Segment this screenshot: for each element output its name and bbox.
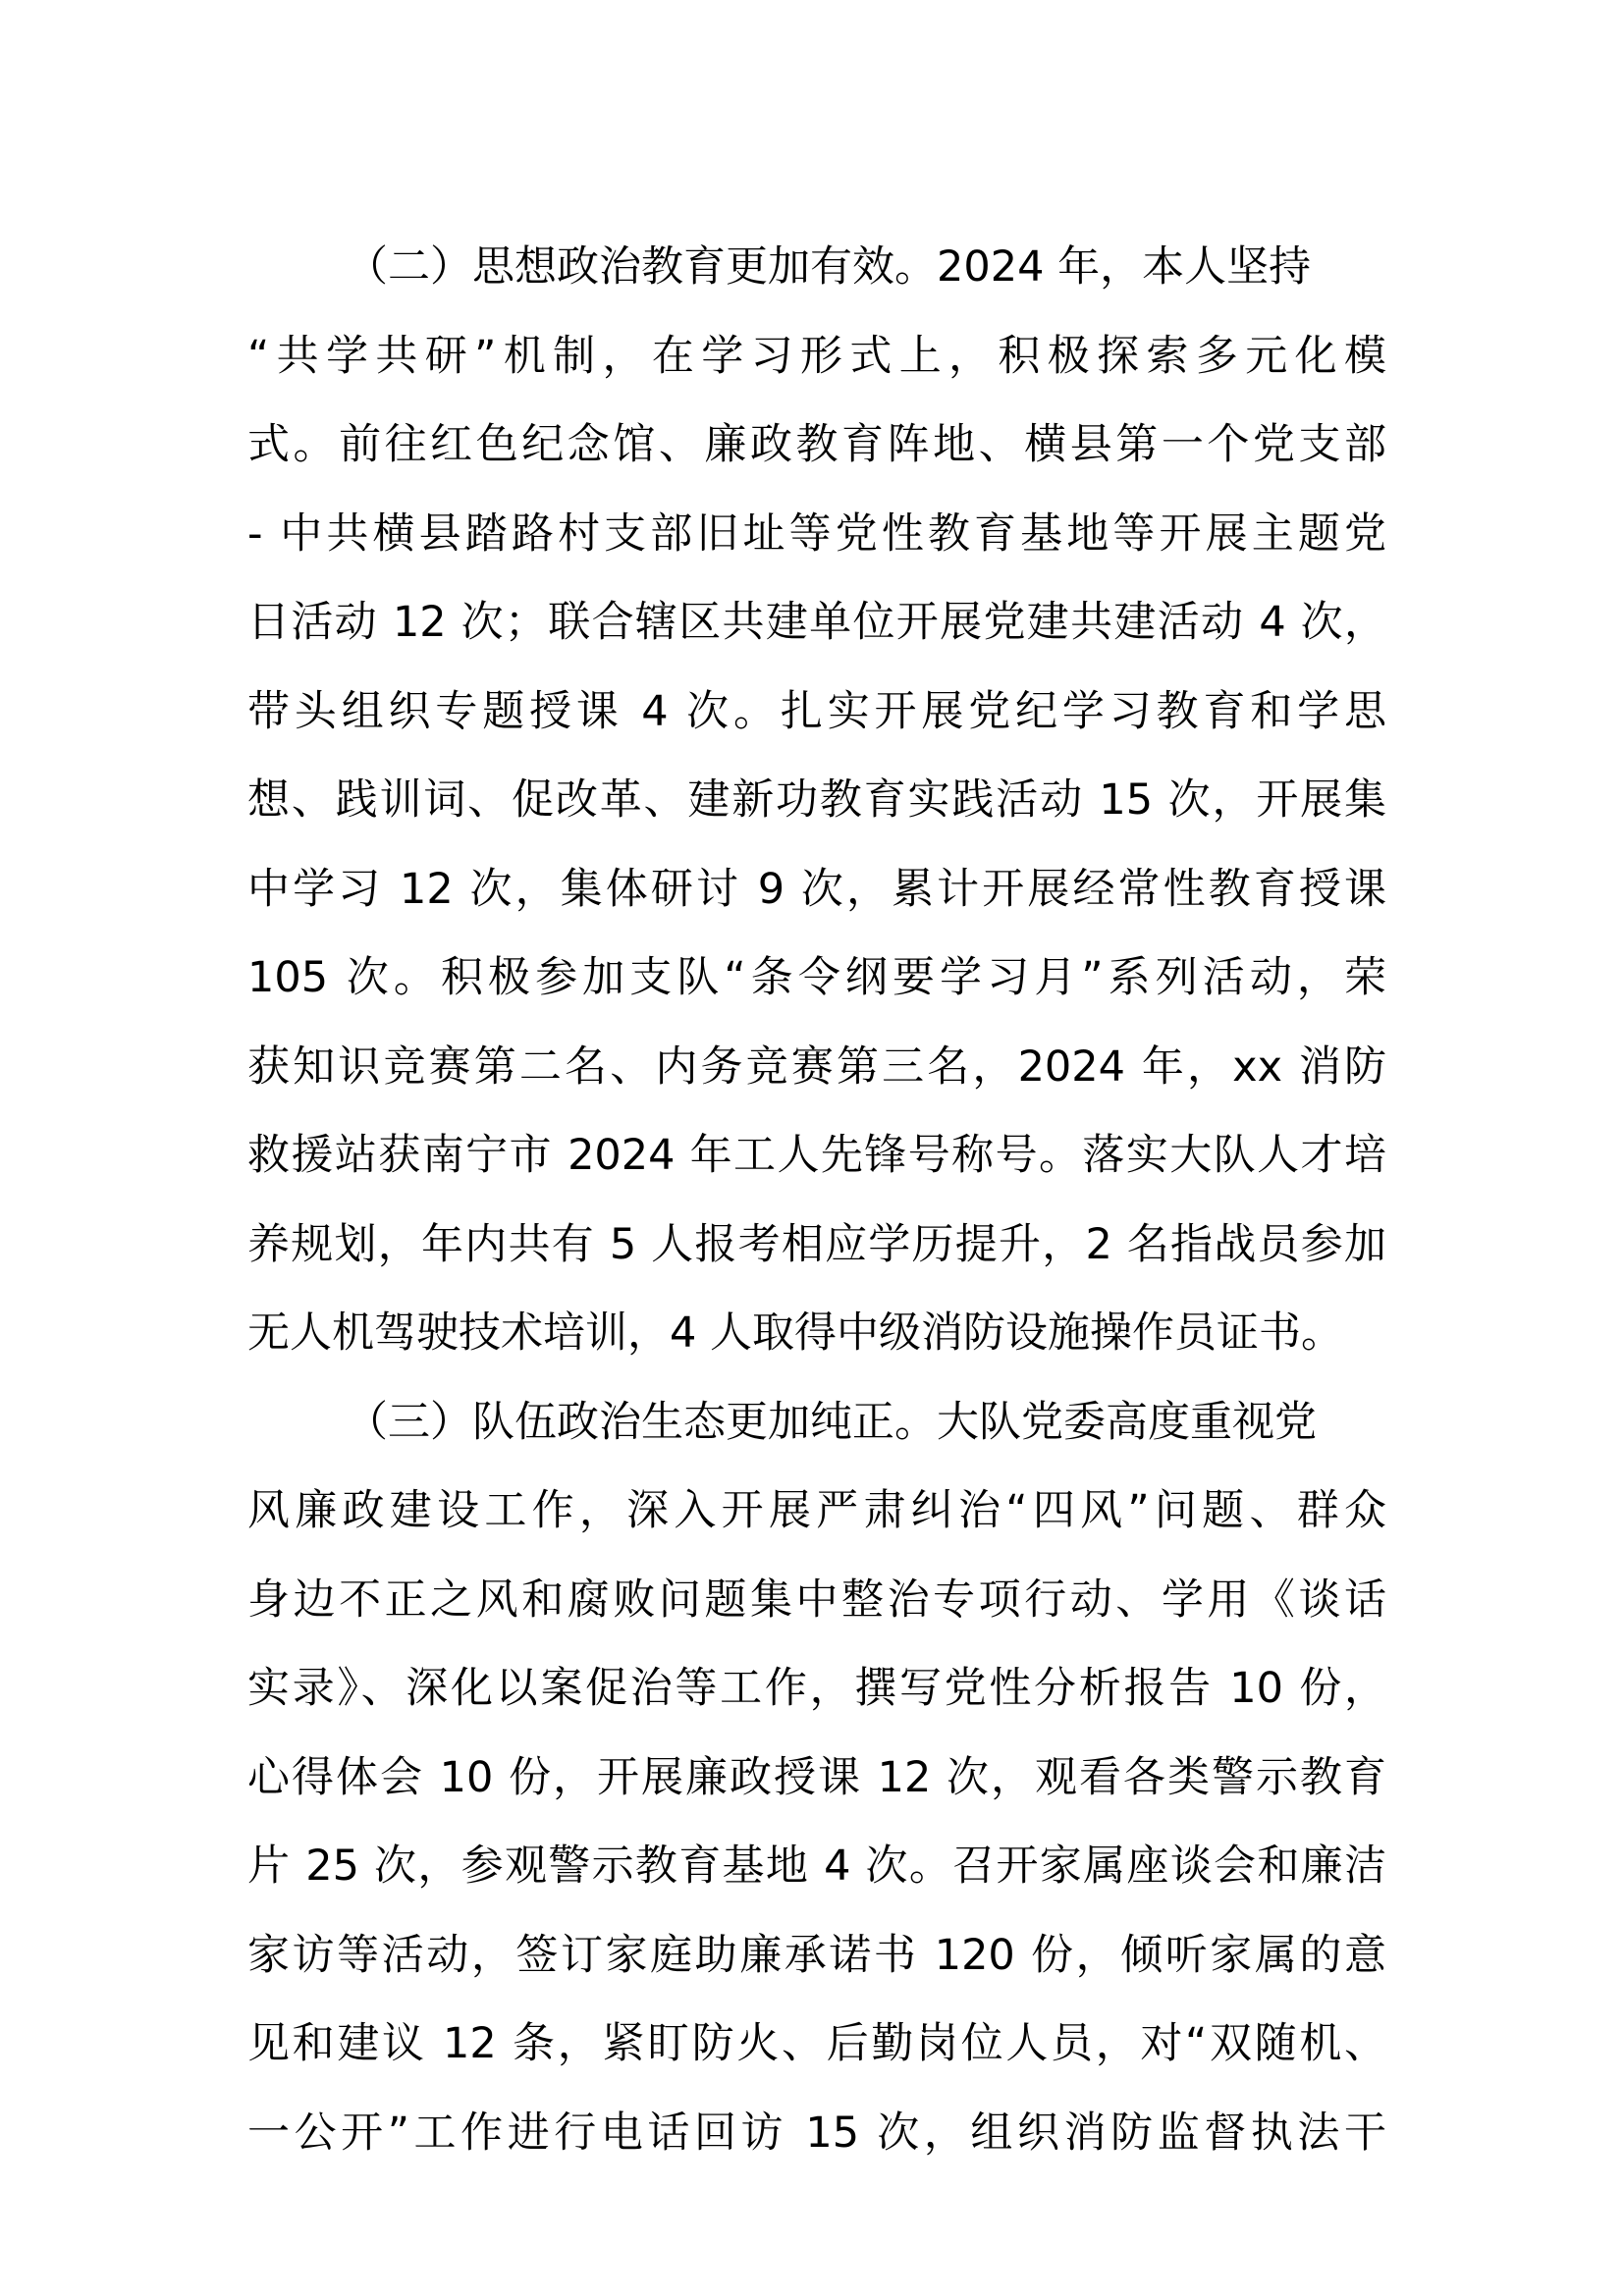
paragraph-line: 实录》、深化以案促治等工作，撰写党性分析报告 10 份， [247,1664,1386,1713]
paragraph-line: “共学共研”机制，在学习形式上，积极探索多元化模 [247,331,1386,381]
paragraph-line: （三）队伍政治生态更加纯正。大队党委高度重视党 [346,1397,1317,1447]
section-ideological-education [247,232,1386,1387]
paragraph-line: 身边不正之风和腐败问题集中整治专项行动、学用《谈话 [247,1575,1386,1625]
paragraph-line: 带头组织专题授课 4 次。扎实开展党纪学习教育和学思 [247,686,1386,736]
paragraph-line: - 中共横县踏路村支部旧址等党性教育基地等开展主题党 [247,508,1386,559]
paragraph-line: 无人机驾驶技术培训，4 人取得中级消防设施操作员证书。 [247,1308,1344,1358]
paragraph-line: 想、践训词、促改革、建新功教育实践活动 15 次，开展集 [247,775,1386,825]
paragraph-line: 片 25 次，参观警示教育基地 4 次。召开家属座谈会和廉洁 [247,1842,1386,1891]
paragraph-line: （二）思想政治教育更加有效。2024 年，本人坚持 [346,242,1312,292]
paragraph-line: 心得体会 10 份，开展廉政授课 12 次，观看各类警示教育 [247,1752,1386,1802]
paragraph-line: 家访等活动，签订家庭助廉承诺书 120 份，倾听家属的意 [247,1930,1386,1980]
paragraph-line: 日活动 12 次；联合辖区共建单位开展党建共建活动 4 次， [247,598,1386,647]
paragraph-line: 见和建议 12 条，紧盯防火、后勤岗位人员，对“双随机、 [247,2019,1386,2068]
paragraph-line: 风廉政建设工作，深入开展严肃纠治“四风”问题、群众 [247,1486,1386,1535]
paragraph-line: 获知识竞赛第二名、内务竞赛第三名，2024 年，xx 消防 [247,1041,1386,1092]
paragraph-line: 式。前往红色纪念馆、廉政教育阵地、横县第一个党支部 [247,420,1386,469]
paragraph-line: 一公开”工作进行电话回访 15 次，组织消防监督执法干 [247,2108,1386,2158]
paragraph-line: 救援站获南宁市 2024 年工人先锋号称号。落实大队人才培 [247,1131,1386,1180]
paragraph-line: 养规划，年内共有 5 人报考相应学历提升，2 名指战员参加 [247,1219,1386,1269]
paragraph-line: 中学习 12 次，集体研讨 9 次，累计开展经常性教育授课 [247,864,1386,914]
document-page [247,232,1386,2186]
paragraph-line: 105 次。积极参加支队“条令纲要学习月”系列活动，荣 [247,953,1386,1002]
section-political-ecology [247,1387,1386,2187]
